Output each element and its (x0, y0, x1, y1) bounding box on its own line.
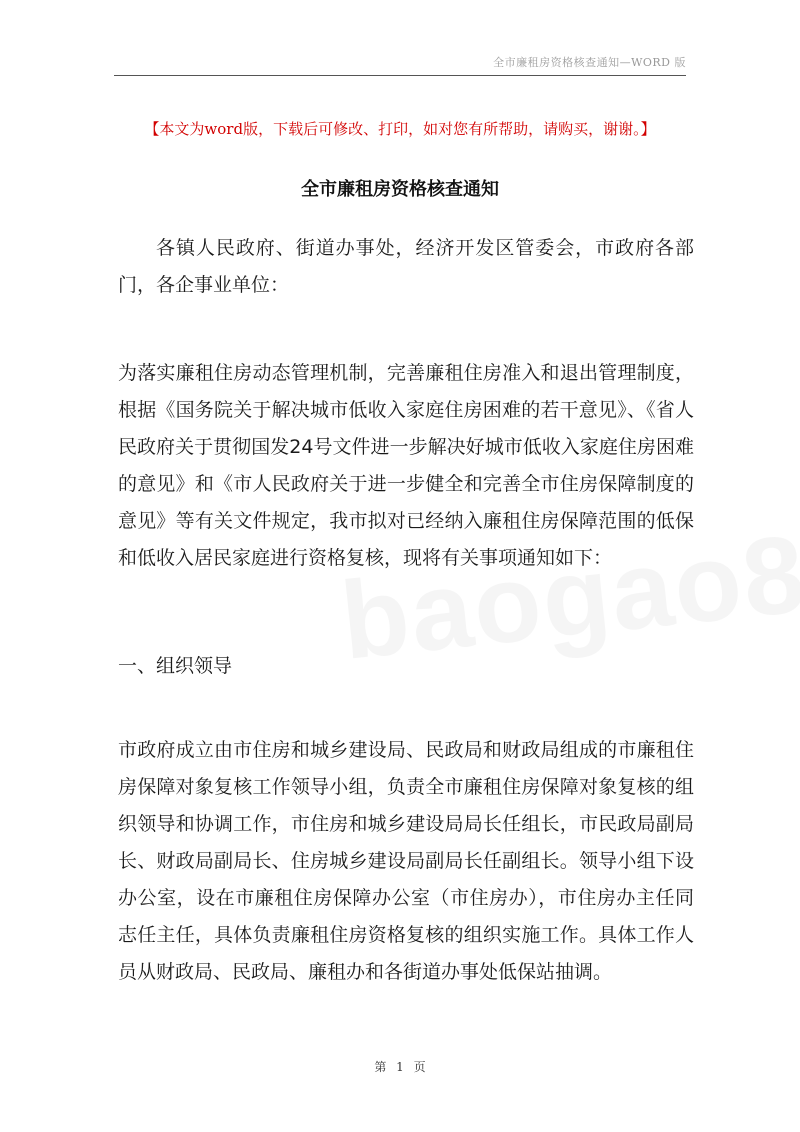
header-divider (114, 75, 686, 76)
salutation-paragraph: 各镇人民政府、街道办事处，经济开发区管委会，市政府各部门，各企事业单位： (118, 237, 694, 296)
page-suffix: 页 (413, 1060, 426, 1074)
purchase-notice: 【本文为word版，下载后可修改、打印，如对您有所帮助，请购买，谢谢。】 (144, 120, 656, 138)
section-heading-organization: 一、组织领导 (118, 655, 233, 677)
running-header: 全市廉租房资格核查通知—WORD 版 (493, 56, 686, 69)
intro-paragraph: 为落实廉租住房动态管理机制，完善廉租住房准入和退出管理制度，根据《国务院关于解决城市低收入家庭住房困难的若干意见》、《省人民政府关于贯彻国发24号文件进一步解决好城市低收入家庭住房困难的意见》和《市人民政府关于进一步健全和完善全市住房保障制度的意见》等有关文件规定，我市拟对已经纳入廉租住房保障范围的低保和低收入居民家庭进行资格复核，现将有关事项通知如下： (118, 362, 694, 569)
page-number: 1 (396, 1060, 404, 1074)
page-footer (0, 1058, 800, 1075)
page-prefix: 第 (374, 1060, 387, 1074)
section-body-organization: 市政府成立由市住房和城乡建设局、民政局和财政局组成的市廉租住房保障对象复核工作领导小组，负责全市廉租住房保障对象复核的组织领导和协调工作，市住房和城乡建设局局长任组长，市民政局副局长、财政局副局长、住房城乡建设局副局长任副组长。领导小组下设办公室，设在市廉租住房保障办公室（市住房办），市住房办主任同志任主任，具体负责廉租住房资格复核的组织实施工作。具体工作人员从财政局、民政局、廉租办和各街道办事处低保站抽调。 (118, 739, 694, 983)
document-title: 全市廉租房资格核查通知 (301, 179, 499, 200)
